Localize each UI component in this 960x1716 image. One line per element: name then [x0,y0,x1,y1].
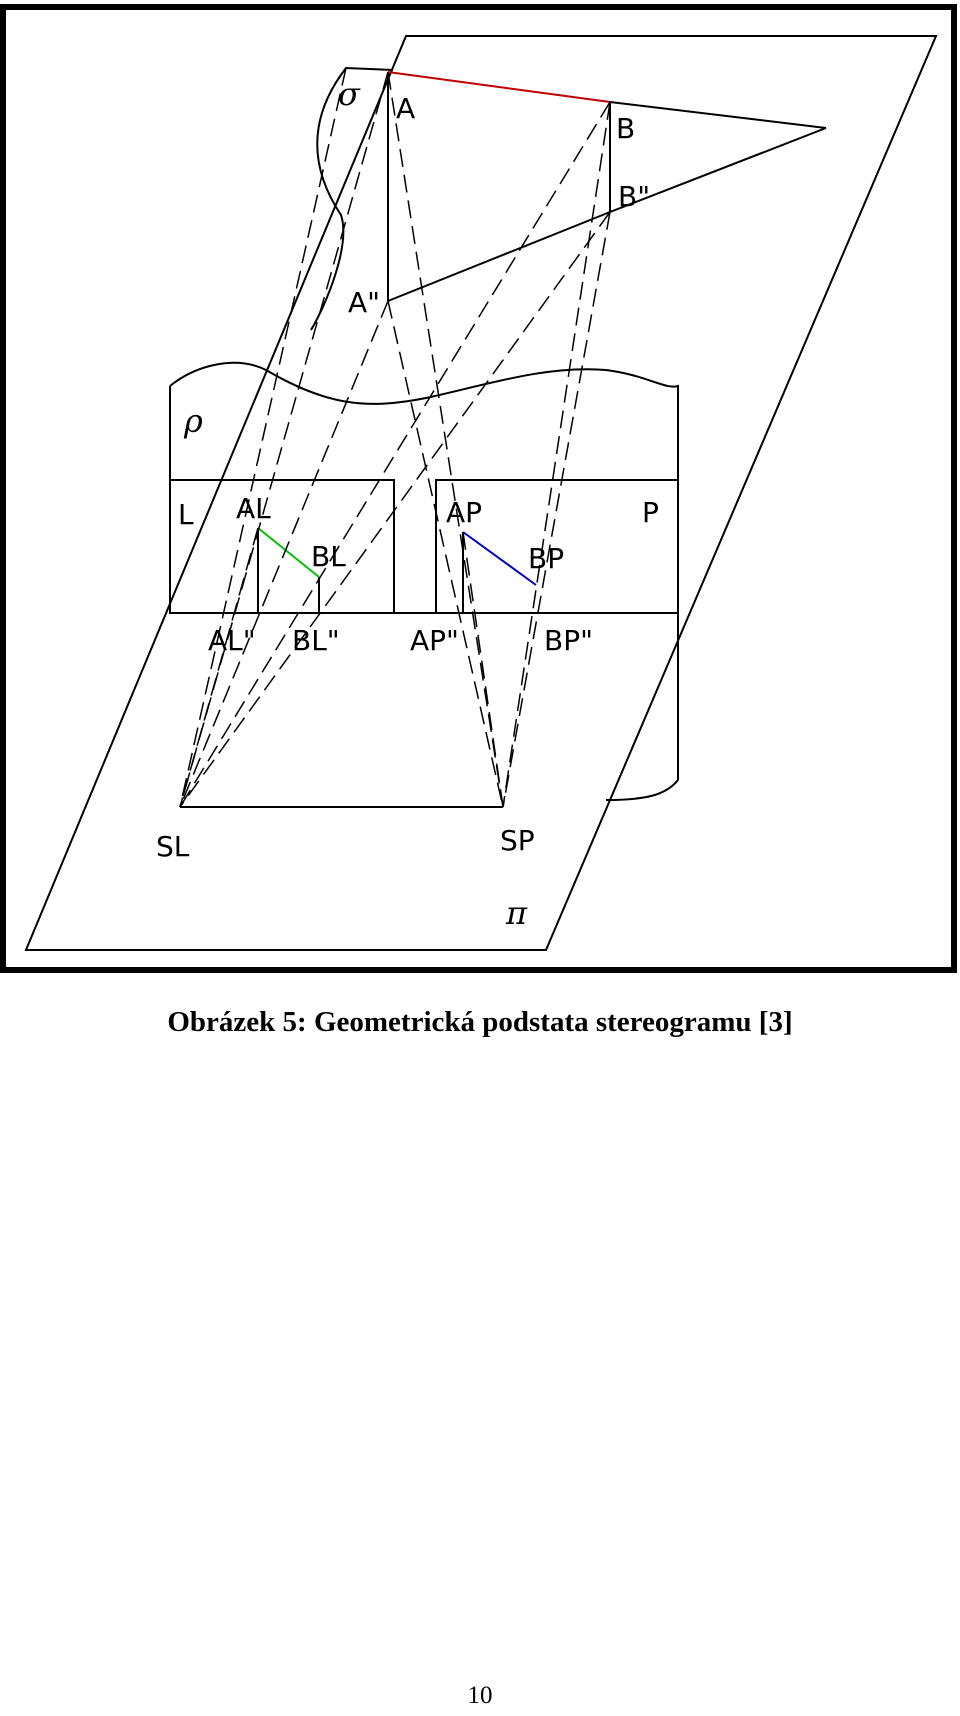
label-bp: BP [528,542,565,575]
segment-ab [388,72,610,102]
label-a: A [396,92,416,125]
figure-caption: Obrázek 5: Geometrická podstata stereogramu [3] [167,1006,793,1038]
label-bl-dbl: BL" [292,624,340,657]
stereogram-diagram [6,10,951,967]
page-number: 10 [467,1682,493,1709]
proj-a-dbl-sl [180,301,388,807]
label-ap-dbl: AP" [410,624,459,657]
proj-b-sl [180,102,610,807]
plane-pi-outline [26,36,936,950]
proj-b-sp [503,102,610,807]
segment-al-bl [258,528,319,577]
proj-a-dbl-sp [388,301,503,807]
proj-a-sp [388,72,503,807]
label-l: L [178,498,194,531]
label-a-dbl: A" [348,286,381,319]
proj-sigma-sl [180,68,346,807]
label-bl: BL [311,540,346,573]
figure-frame [0,4,957,973]
label-b-dbl: B" [618,180,651,213]
line-b-apex [610,102,826,128]
label-ap: AP [446,496,483,529]
label-al-dbl: AL" [208,624,256,657]
segment-ap-bp [463,532,536,585]
label-bp-dbl: BP" [544,624,593,657]
label-rho: ρ [184,402,203,440]
label-pi: π [506,894,528,932]
label-al: AL [236,492,271,525]
label-sp: SP [500,824,535,857]
label-sigma: σ [338,75,360,113]
proj-al-sl [180,528,258,807]
proj-b-dbl-sp [503,212,610,807]
label-sl: SL [156,830,190,863]
label-p: P [642,496,659,529]
label-b: B [616,112,636,145]
proj-a-sl [180,72,388,807]
proj-ap-sp [463,532,503,807]
